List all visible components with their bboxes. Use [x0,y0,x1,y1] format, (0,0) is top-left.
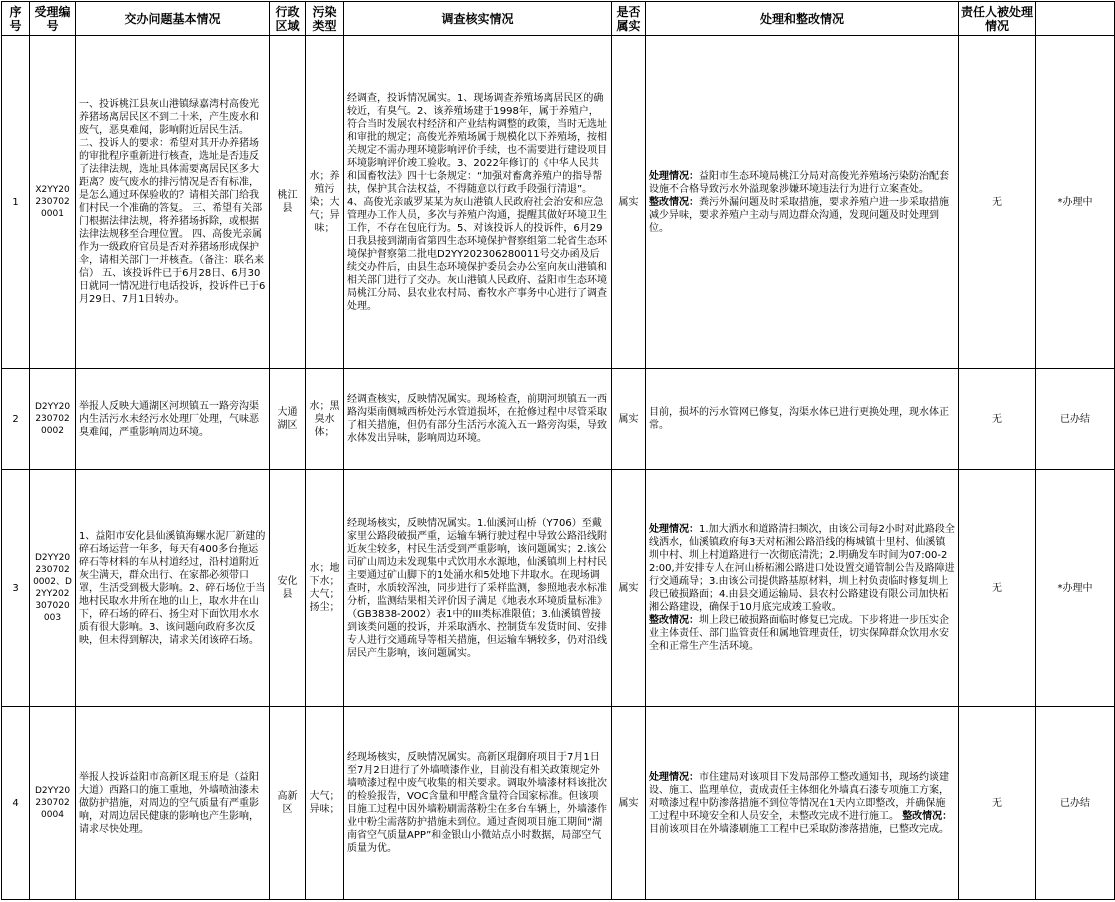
row-handling [646,707,959,900]
rectify-label: 整改情况： [649,196,699,208]
row-region: 大通湖区 [270,369,306,470]
row-pollution: 水；养殖污染；大气；异味； [306,36,344,369]
complaint-table [1,1,1115,900]
row-status: *办理中 [1036,36,1115,369]
row-region: 桃江县 [270,36,306,369]
row-basic: 举报人投诉益阳市高新区琨玉府是（益阳大道）西路口的施工重地，外墙喷油漆未做防护措施，对周边的空气质量有严重影响，对周边居民健康的影响也产生影响，请求尽快处理。 [76,707,270,900]
row-basic: 举报人反映大通湖区河坝镇五一路旁沟渠内生活污水未经污水处理厂处理，气味恶臭难闻，严重影响周边环境。 [76,369,270,470]
row-handling: 目前，损坏的污水管网已修复，沟渠水体已进行更换处理，现水体正常。 [646,369,959,470]
table-row [2,369,1115,470]
row-investigation: 经调查核实，反映情况属实。现场检查，前期河坝镇五一西路沟渠南侧城西桥处污水管道损坏，在抢修过程中尽管采取了相关措施，但仍有部分生活污水流入五一路旁沟渠，导致水体发出异味，影响周边环境。 [344,369,612,470]
row-verified: 属实 [612,707,646,900]
row-verified: 属实 [612,36,646,369]
table-row [2,470,1115,707]
row-seq: 3 [2,470,30,707]
row-pollution: 水；地下水；大气；扬尘； [306,470,344,707]
row-person: 无 [959,470,1036,707]
header-id: 受理编号 [30,2,76,36]
row-seq: 1 [2,36,30,369]
rectify-text: 目前该项目在外墙漆刷施工工程中已采取防渗落措施，已整改完成。 [649,823,949,835]
row-status: 已办结 [1036,707,1115,900]
row-status: *办理中 [1036,470,1115,707]
row-pollution: 水；黑臭水体； [306,369,344,470]
row-id: D2YY202307020002 [30,369,76,470]
row-region: 高新区 [270,707,306,900]
rectify-text: 圳上段已破损路面临时修复已完成。下步将进一步压实企业主体责任、部门监管责任和属地管理责任，切实保障群众饮用水安全和正常生产生活环境。 [649,615,949,652]
handling-text: 市住建局对该项目下发局部停工整改通知书，现场约谈建设、施工、监理单位，责成责任主体细化外墙真石漆专项施工方案，对喷漆过程中防渗落措施不到位等情况在1天内立即整改，并确保施工过程中环境安全和人员安全，未整改完成不进行施工。 [649,771,949,822]
row-investigation: 经现场核实，反映情况属实。高新区琨御府项目于7月1日至7月2日进行了外墙喷漆作业，目前没有相关政策规定外墙喷漆过程中废气收集的相关要求。调取外墙漆材料该批次的检验报告，VOC含量和甲醛含量符合国家标准。但该项目施工过程中因外墙粉刷需落粉尘在多台车辆上，外墙漆作业中粉尘需落防护措施未到位。通过查阅项目施工期间“湖南省空气质量APP”和金银山小微站点小时数据，局部空气质量为优。 [344,707,612,900]
row-handling [646,470,959,707]
row-basic: 一、投诉桃江县灰山港镇绿嘉湾村高俊光养猪场离居民区不到二十米，产生废水和废气，恶臭难闻，影响附近居民生活。 二、投诉人的要求：希望对其开办养猪场的审批程序重新进行核查，选址是否违反了法律法规，选址具体需要离居民区多大距离？废气废水的排污情况是否有标准，是怎么通过环保验收的？请相关部门给我们村民一个准确的答复。 三、希望有关部门根据法律法规，将养猪场拆除，或根据法律法规移至合理位置。 四、高俊光亲属作为一级政府官员是否对养猪场形成保护伞，请相关部门一并核查。（备注：联名来信） 五、该投诉件已于6月28日、6月30日就同一情况进行电话投诉，投诉件已于6月29日、7月1日转办。 [76,36,270,369]
header-region: 行政区域 [270,2,306,36]
row-handling [646,36,959,369]
rectify-text: 粪污外漏问题及时采取措施，要求养殖户进一步采取措施减少异味，要求养殖户主动与周边群众沟通，发现问题及时处理到位。 [649,196,949,234]
header-row [2,2,1115,36]
header-basic: 交办问题基本情况 [76,2,270,36]
row-investigation: 经现场核实，反映情况属实。1.仙溪河山桥（Y706）至戴家里公路段破损严重，运输车辆行驶过程中导致公路沿线附近灰尘较多，村民生活受到严重影响，该问题属实；2.该公司矿山周边未发现集中式饮用水水源地，仙溪镇圳上村村民主要通过矿山脚下的1处涌水和5处地下井取水。在现场调查时，水质较浑浊，同步进行了采样监测，参照地表水标准分析，监测结果相关评价因子满足《地表水环境质量标准》（GB3838-2002）表1中的III类标准限值；3.仙溪镇曾接到该类问题的投诉，并采取洒水、控制货车发货时间、安排专人进行交通疏导等相关措施，但运输车辆较多，仍对沿线居民产生影响，该问题属实。 [344,470,612,707]
row-id: D2YY202307020004 [30,707,76,900]
handling-label: 处理情况： [649,771,699,783]
row-status: 已办结 [1036,369,1115,470]
handling-label: 处理情况： [649,170,699,182]
header-handling: 处理和整改情况 [646,2,959,36]
rectify-label: 整改情况： [649,615,699,626]
row-pollution: 大气；异味； [306,707,344,900]
handling-text: 1.加大洒水和道路清扫频次，由该公司每2小时对此路段全线洒水，仙溪镇政府每3天对柘湘公路沿线的梅城镇十里村、仙溪镇圳中村、圳上村道路进行一次彻底清洗；2.明确发车时间为07:00-22:00,并安排专人在河山桥柘湘公路进口处设置交通管制公告及路障进行交通疏导；3.由该公司提供路基原材料，圳上村负责临时修复圳上段已破损路面；4.由县交通运输局、县农村公路建设有限公司加快柘湘公路建设，确保于10月底完成竣工验收。 [649,524,955,613]
header-pollution: 污染类型 [306,2,344,36]
header-seq: 序号 [2,2,30,36]
row-person: 无 [959,36,1036,369]
handling-text: 益阳市生态环境局桃江分局对高俊光养殖场污染防治配套设施不合格导致污水外溢现象涉嫌环境违法行为进行立案查处。 [649,170,949,195]
header-investigation: 调查核实情况 [344,2,612,36]
row-seq: 4 [2,707,30,900]
row-person: 无 [959,707,1036,900]
row-seq: 2 [2,369,30,470]
row-verified: 属实 [612,470,646,707]
row-basic: 1、益阳市安化县仙溪镇海螺水泥厂新建的碎石场运营一年多，每天有400多台拖运碎石等材料的车从村道经过，沿村道附近灰尘满天，群众出行、在家都必须带口罩，生活受到极大影响。2、碎石场位于当地村民取水井所在地的山上，取水井在山下，碎石场的碎石、扬尘对下面饮用水水质有很大影响。3、该问题向政府多次反映，但未得到解决，请求关闭该碎石场。 [76,470,270,707]
header-status [1036,2,1115,36]
row-region: 安化县 [270,470,306,707]
row-id: D2YY202307020002、D2YY202307020003 [30,470,76,707]
table-row [2,36,1115,369]
table-row [2,707,1115,900]
handling-label: 处理情况： [649,524,699,535]
row-id: X2YY202307020001 [30,36,76,369]
rectify-label: 整改情况： [902,810,953,822]
row-verified: 属实 [612,369,646,470]
header-verified: 是否属实 [612,2,646,36]
header-person: 责任人被处理情况 [959,2,1036,36]
row-investigation: 经调查，投诉情况属实。1、现场调查养殖场离居民区的确较近，有臭气。2、该养殖场建于1998年，属于养殖户，符合当时发展农村经济和产业结构调整的政策，当时无选址和审批的规定；高俊光养殖场属于规模化以下养殖场，按相关规定不需办理环境影响评价手续，也不需要进行建设项目环境影响评价竣工验收。3、2022年修订的《中华人民共和国畜牧法》四十七条规定：“加强对畜禽养殖户的指导帮扶，保护其合法权益，不得随意以行政手段强行清退”。4、高俊光亲戚罗某某为灰山港镇人民政府社会治安和应急管理办工作人员，多次与养殖户沟通，提醒其做好环境卫生工作，不存在包庇行为。5、对该投诉人的投诉件，6月29日我县接到湖南省第四生态环境保护督察组第二轮省生态环境保护督察第二批电D2YY202306280011号交办函及后续交办件后，由县生态环境保护委员会办公室向灰山港镇和相关部门进行了交办。灰山港镇人民政府、益阳市生态环境局桃江分局、县农业农村局、畜牧水产事务中心进行了调查处理。 [344,36,612,369]
row-person: 无 [959,369,1036,470]
